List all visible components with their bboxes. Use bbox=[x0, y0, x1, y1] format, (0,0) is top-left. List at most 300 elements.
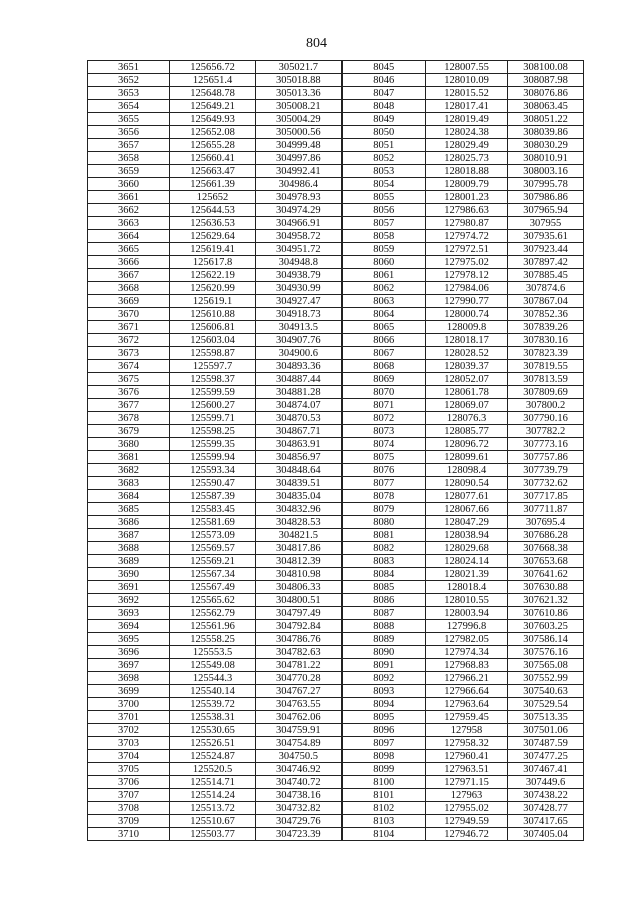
x-right-cell: 128039.37 bbox=[426, 360, 508, 373]
x-right-cell: 128000.74 bbox=[426, 308, 508, 321]
point-number-right-cell: 8104 bbox=[342, 828, 426, 841]
y-right-cell: 307852.36 bbox=[508, 308, 584, 321]
point-number-right-cell: 8098 bbox=[342, 750, 426, 763]
x-right-cell: 127990.77 bbox=[426, 295, 508, 308]
y-right-cell: 307823.39 bbox=[508, 347, 584, 360]
y-right-cell: 308051.22 bbox=[508, 113, 584, 126]
point-number-right-cell: 8070 bbox=[342, 386, 426, 399]
point-number-left-cell: 3704 bbox=[88, 750, 170, 763]
x-left-cell: 125565.62 bbox=[170, 594, 256, 607]
y-right-cell: 307417.65 bbox=[508, 815, 584, 828]
y-right-cell: 307813.59 bbox=[508, 373, 584, 386]
point-number-right-cell: 8066 bbox=[342, 334, 426, 347]
y-left-cell: 304767.27 bbox=[256, 685, 342, 698]
table-row bbox=[88, 750, 584, 763]
point-number-left-cell: 3699 bbox=[88, 685, 170, 698]
table-row bbox=[88, 295, 584, 308]
y-right-cell: 307711.87 bbox=[508, 503, 584, 516]
point-number-left-cell: 3701 bbox=[88, 711, 170, 724]
y-right-cell: 307732.62 bbox=[508, 477, 584, 490]
point-number-right-cell: 8094 bbox=[342, 698, 426, 711]
y-left-cell: 304746.92 bbox=[256, 763, 342, 776]
y-right-cell: 307529.54 bbox=[508, 698, 584, 711]
x-right-cell: 127958 bbox=[426, 724, 508, 737]
table-row bbox=[88, 529, 584, 542]
table-row bbox=[88, 711, 584, 724]
y-left-cell: 304732.82 bbox=[256, 802, 342, 815]
x-left-cell: 125540.14 bbox=[170, 685, 256, 698]
table-row bbox=[88, 672, 584, 685]
x-right-cell: 128067.66 bbox=[426, 503, 508, 516]
x-right-cell: 128076.3 bbox=[426, 412, 508, 425]
point-number-left-cell: 3709 bbox=[88, 815, 170, 828]
y-right-cell: 307405.04 bbox=[508, 828, 584, 841]
point-number-left-cell: 3689 bbox=[88, 555, 170, 568]
point-number-left-cell: 3694 bbox=[88, 620, 170, 633]
x-left-cell: 125651.4 bbox=[170, 74, 256, 87]
point-number-left-cell: 3702 bbox=[88, 724, 170, 737]
x-left-cell: 125581.69 bbox=[170, 516, 256, 529]
x-left-cell: 125558.25 bbox=[170, 633, 256, 646]
table-row bbox=[88, 74, 584, 87]
x-left-cell: 125644.53 bbox=[170, 204, 256, 217]
point-number-right-cell: 8068 bbox=[342, 360, 426, 373]
y-left-cell: 305018.88 bbox=[256, 74, 342, 87]
x-left-cell: 125606.81 bbox=[170, 321, 256, 334]
x-right-cell: 127959.45 bbox=[426, 711, 508, 724]
y-left-cell: 304821.5 bbox=[256, 529, 342, 542]
table-row bbox=[88, 503, 584, 516]
x-left-cell: 125587.39 bbox=[170, 490, 256, 503]
point-number-left-cell: 3707 bbox=[88, 789, 170, 802]
x-right-cell: 128028.52 bbox=[426, 347, 508, 360]
x-left-cell: 125569.57 bbox=[170, 542, 256, 555]
point-number-right-cell: 8075 bbox=[342, 451, 426, 464]
x-right-cell: 128001.23 bbox=[426, 191, 508, 204]
x-left-cell: 125590.47 bbox=[170, 477, 256, 490]
x-right-cell: 127963 bbox=[426, 789, 508, 802]
x-right-cell: 128021.39 bbox=[426, 568, 508, 581]
point-number-left-cell: 3668 bbox=[88, 282, 170, 295]
x-right-cell: 128085.77 bbox=[426, 425, 508, 438]
point-number-right-cell: 8045 bbox=[342, 61, 426, 74]
y-right-cell: 307641.62 bbox=[508, 568, 584, 581]
y-right-cell: 307686.28 bbox=[508, 529, 584, 542]
y-right-cell: 307540.63 bbox=[508, 685, 584, 698]
table-row bbox=[88, 425, 584, 438]
y-right-cell: 307830.16 bbox=[508, 334, 584, 347]
y-left-cell: 304986.4 bbox=[256, 178, 342, 191]
point-number-right-cell: 8097 bbox=[342, 737, 426, 750]
y-left-cell: 304835.04 bbox=[256, 490, 342, 503]
x-right-cell: 128017.41 bbox=[426, 100, 508, 113]
point-number-right-cell: 8069 bbox=[342, 373, 426, 386]
y-right-cell: 307965.94 bbox=[508, 204, 584, 217]
point-number-left-cell: 3658 bbox=[88, 152, 170, 165]
y-left-cell: 304786.76 bbox=[256, 633, 342, 646]
y-right-cell: 307995.78 bbox=[508, 178, 584, 191]
y-left-cell: 304738.16 bbox=[256, 789, 342, 802]
table-row bbox=[88, 438, 584, 451]
point-number-left-cell: 3685 bbox=[88, 503, 170, 516]
y-left-cell: 304754.89 bbox=[256, 737, 342, 750]
x-right-cell: 127963.64 bbox=[426, 698, 508, 711]
y-right-cell: 307428.77 bbox=[508, 802, 584, 815]
x-right-cell: 127963.51 bbox=[426, 763, 508, 776]
point-number-left-cell: 3696 bbox=[88, 646, 170, 659]
x-left-cell: 125569.21 bbox=[170, 555, 256, 568]
y-left-cell: 304951.72 bbox=[256, 243, 342, 256]
table-row bbox=[88, 308, 584, 321]
point-number-right-cell: 8093 bbox=[342, 685, 426, 698]
x-left-cell: 125513.72 bbox=[170, 802, 256, 815]
y-right-cell: 307800.2 bbox=[508, 399, 584, 412]
point-number-left-cell: 3677 bbox=[88, 399, 170, 412]
y-right-cell: 308087.98 bbox=[508, 74, 584, 87]
point-number-left-cell: 3708 bbox=[88, 802, 170, 815]
table-row bbox=[88, 399, 584, 412]
point-number-left-cell: 3687 bbox=[88, 529, 170, 542]
x-left-cell: 125599.59 bbox=[170, 386, 256, 399]
y-right-cell: 307790.16 bbox=[508, 412, 584, 425]
point-number-left-cell: 3705 bbox=[88, 763, 170, 776]
point-number-left-cell: 3695 bbox=[88, 633, 170, 646]
point-number-right-cell: 8084 bbox=[342, 568, 426, 581]
table-row bbox=[88, 542, 584, 555]
table-row bbox=[88, 776, 584, 789]
x-left-cell: 125524.87 bbox=[170, 750, 256, 763]
x-left-cell: 125656.72 bbox=[170, 61, 256, 74]
x-left-cell: 125561.96 bbox=[170, 620, 256, 633]
point-number-left-cell: 3680 bbox=[88, 438, 170, 451]
y-right-cell: 308100.08 bbox=[508, 61, 584, 74]
x-right-cell: 127966.21 bbox=[426, 672, 508, 685]
point-number-right-cell: 8054 bbox=[342, 178, 426, 191]
y-right-cell: 307885.45 bbox=[508, 269, 584, 282]
table-row bbox=[88, 659, 584, 672]
y-right-cell: 307809.69 bbox=[508, 386, 584, 399]
point-number-left-cell: 3672 bbox=[88, 334, 170, 347]
y-left-cell: 304750.5 bbox=[256, 750, 342, 763]
y-right-cell: 307576.16 bbox=[508, 646, 584, 659]
y-left-cell: 304770.28 bbox=[256, 672, 342, 685]
table-row bbox=[88, 555, 584, 568]
y-left-cell: 304797.49 bbox=[256, 607, 342, 620]
x-left-cell: 125617.8 bbox=[170, 256, 256, 269]
point-number-right-cell: 8046 bbox=[342, 74, 426, 87]
table-row bbox=[88, 516, 584, 529]
table-row bbox=[88, 412, 584, 425]
y-left-cell: 305000.56 bbox=[256, 126, 342, 139]
y-right-cell: 307717.85 bbox=[508, 490, 584, 503]
y-left-cell: 304907.76 bbox=[256, 334, 342, 347]
x-right-cell: 128009.8 bbox=[426, 321, 508, 334]
y-left-cell: 304867.71 bbox=[256, 425, 342, 438]
x-right-cell: 127978.12 bbox=[426, 269, 508, 282]
point-number-right-cell: 8064 bbox=[342, 308, 426, 321]
y-left-cell: 304974.29 bbox=[256, 204, 342, 217]
table-row bbox=[88, 815, 584, 828]
x-right-cell: 127975.02 bbox=[426, 256, 508, 269]
x-left-cell: 125603.04 bbox=[170, 334, 256, 347]
point-number-right-cell: 8061 bbox=[342, 269, 426, 282]
y-right-cell: 307819.55 bbox=[508, 360, 584, 373]
y-right-cell: 307565.08 bbox=[508, 659, 584, 672]
x-right-cell: 127968.83 bbox=[426, 659, 508, 672]
point-number-right-cell: 8080 bbox=[342, 516, 426, 529]
y-left-cell: 305004.29 bbox=[256, 113, 342, 126]
y-left-cell: 304948.8 bbox=[256, 256, 342, 269]
point-number-right-cell: 8076 bbox=[342, 464, 426, 477]
point-number-right-cell: 8090 bbox=[342, 646, 426, 659]
x-left-cell: 125655.28 bbox=[170, 139, 256, 152]
table-row bbox=[88, 113, 584, 126]
x-left-cell: 125652 bbox=[170, 191, 256, 204]
x-right-cell: 128007.55 bbox=[426, 61, 508, 74]
table-row bbox=[88, 269, 584, 282]
y-right-cell: 307897.42 bbox=[508, 256, 584, 269]
x-right-cell: 127996.8 bbox=[426, 620, 508, 633]
x-left-cell: 125629.64 bbox=[170, 230, 256, 243]
point-number-left-cell: 3681 bbox=[88, 451, 170, 464]
y-right-cell: 307874.6 bbox=[508, 282, 584, 295]
table-row bbox=[88, 763, 584, 776]
y-right-cell: 307782.2 bbox=[508, 425, 584, 438]
y-left-cell: 304817.86 bbox=[256, 542, 342, 555]
point-number-left-cell: 3683 bbox=[88, 477, 170, 490]
table-row bbox=[88, 646, 584, 659]
y-right-cell: 307552.99 bbox=[508, 672, 584, 685]
x-left-cell: 125510.67 bbox=[170, 815, 256, 828]
table-row bbox=[88, 477, 584, 490]
point-number-left-cell: 3665 bbox=[88, 243, 170, 256]
x-left-cell: 125599.94 bbox=[170, 451, 256, 464]
point-number-right-cell: 8049 bbox=[342, 113, 426, 126]
point-number-right-cell: 8100 bbox=[342, 776, 426, 789]
point-number-left-cell: 3690 bbox=[88, 568, 170, 581]
x-left-cell: 125567.34 bbox=[170, 568, 256, 581]
point-number-left-cell: 3691 bbox=[88, 581, 170, 594]
point-number-right-cell: 8055 bbox=[342, 191, 426, 204]
table-row bbox=[88, 230, 584, 243]
point-number-left-cell: 3660 bbox=[88, 178, 170, 191]
point-number-right-cell: 8047 bbox=[342, 87, 426, 100]
x-right-cell: 127946.72 bbox=[426, 828, 508, 841]
y-left-cell: 304881.28 bbox=[256, 386, 342, 399]
y-left-cell: 304958.72 bbox=[256, 230, 342, 243]
y-left-cell: 304887.44 bbox=[256, 373, 342, 386]
x-right-cell: 128018.17 bbox=[426, 334, 508, 347]
y-right-cell: 308010.91 bbox=[508, 152, 584, 165]
y-left-cell: 304966.91 bbox=[256, 217, 342, 230]
y-right-cell: 307477.25 bbox=[508, 750, 584, 763]
x-right-cell: 128052.07 bbox=[426, 373, 508, 386]
point-number-left-cell: 3678 bbox=[88, 412, 170, 425]
y-left-cell: 304927.47 bbox=[256, 295, 342, 308]
x-left-cell: 125553.5 bbox=[170, 646, 256, 659]
y-left-cell: 304812.39 bbox=[256, 555, 342, 568]
table-row bbox=[88, 191, 584, 204]
x-right-cell: 128025.73 bbox=[426, 152, 508, 165]
x-right-cell: 127958.32 bbox=[426, 737, 508, 750]
point-number-right-cell: 8060 bbox=[342, 256, 426, 269]
x-right-cell: 128099.61 bbox=[426, 451, 508, 464]
x-right-cell: 127966.64 bbox=[426, 685, 508, 698]
point-number-right-cell: 8057 bbox=[342, 217, 426, 230]
y-right-cell: 307630.88 bbox=[508, 581, 584, 594]
y-left-cell: 304848.64 bbox=[256, 464, 342, 477]
table-row bbox=[88, 61, 584, 74]
point-number-right-cell: 8081 bbox=[342, 529, 426, 542]
y-left-cell: 304763.55 bbox=[256, 698, 342, 711]
point-number-left-cell: 3664 bbox=[88, 230, 170, 243]
point-number-right-cell: 8053 bbox=[342, 165, 426, 178]
x-left-cell: 125514.24 bbox=[170, 789, 256, 802]
point-number-left-cell: 3673 bbox=[88, 347, 170, 360]
x-left-cell: 125539.72 bbox=[170, 698, 256, 711]
y-left-cell: 304999.48 bbox=[256, 139, 342, 152]
point-number-left-cell: 3693 bbox=[88, 607, 170, 620]
point-number-right-cell: 8078 bbox=[342, 490, 426, 503]
x-right-cell: 128047.29 bbox=[426, 516, 508, 529]
table-row bbox=[88, 698, 584, 711]
point-number-left-cell: 3682 bbox=[88, 464, 170, 477]
x-right-cell: 128015.52 bbox=[426, 87, 508, 100]
point-number-left-cell: 3661 bbox=[88, 191, 170, 204]
point-number-right-cell: 8050 bbox=[342, 126, 426, 139]
x-right-cell: 128029.68 bbox=[426, 542, 508, 555]
point-number-right-cell: 8077 bbox=[342, 477, 426, 490]
x-left-cell: 125520.5 bbox=[170, 763, 256, 776]
y-right-cell: 307668.38 bbox=[508, 542, 584, 555]
point-number-right-cell: 8083 bbox=[342, 555, 426, 568]
point-number-left-cell: 3670 bbox=[88, 308, 170, 321]
point-number-left-cell: 3671 bbox=[88, 321, 170, 334]
y-right-cell: 307757.86 bbox=[508, 451, 584, 464]
x-right-cell: 128077.61 bbox=[426, 490, 508, 503]
x-right-cell: 127974.34 bbox=[426, 646, 508, 659]
x-right-cell: 128019.49 bbox=[426, 113, 508, 126]
x-right-cell: 127955.02 bbox=[426, 802, 508, 815]
y-left-cell: 304782.63 bbox=[256, 646, 342, 659]
point-number-right-cell: 8092 bbox=[342, 672, 426, 685]
table-row bbox=[88, 490, 584, 503]
table-row bbox=[88, 802, 584, 815]
point-number-right-cell: 8087 bbox=[342, 607, 426, 620]
x-left-cell: 125663.47 bbox=[170, 165, 256, 178]
point-number-right-cell: 8082 bbox=[342, 542, 426, 555]
table-row bbox=[88, 217, 584, 230]
point-number-left-cell: 3679 bbox=[88, 425, 170, 438]
x-right-cell: 128061.78 bbox=[426, 386, 508, 399]
y-right-cell: 307695.4 bbox=[508, 516, 584, 529]
y-left-cell: 304832.96 bbox=[256, 503, 342, 516]
y-right-cell: 307438.22 bbox=[508, 789, 584, 802]
y-left-cell: 304828.53 bbox=[256, 516, 342, 529]
x-right-cell: 128024.14 bbox=[426, 555, 508, 568]
point-number-right-cell: 8071 bbox=[342, 399, 426, 412]
table-row bbox=[88, 282, 584, 295]
point-number-right-cell: 8065 bbox=[342, 321, 426, 334]
x-left-cell: 125661.39 bbox=[170, 178, 256, 191]
point-number-right-cell: 8063 bbox=[342, 295, 426, 308]
x-left-cell: 125573.09 bbox=[170, 529, 256, 542]
x-right-cell: 128096.72 bbox=[426, 438, 508, 451]
point-number-left-cell: 3688 bbox=[88, 542, 170, 555]
point-number-right-cell: 8096 bbox=[342, 724, 426, 737]
x-left-cell: 125599.35 bbox=[170, 438, 256, 451]
point-number-left-cell: 3659 bbox=[88, 165, 170, 178]
x-left-cell: 125652.08 bbox=[170, 126, 256, 139]
y-right-cell: 307467.41 bbox=[508, 763, 584, 776]
x-right-cell: 127986.63 bbox=[426, 204, 508, 217]
y-left-cell: 304810.98 bbox=[256, 568, 342, 581]
table-row bbox=[88, 464, 584, 477]
point-number-left-cell: 3692 bbox=[88, 594, 170, 607]
table-row bbox=[88, 607, 584, 620]
y-left-cell: 304723.39 bbox=[256, 828, 342, 841]
y-right-cell: 307653.68 bbox=[508, 555, 584, 568]
table-row bbox=[88, 568, 584, 581]
point-number-right-cell: 8051 bbox=[342, 139, 426, 152]
y-right-cell: 307739.79 bbox=[508, 464, 584, 477]
x-left-cell: 125598.37 bbox=[170, 373, 256, 386]
x-left-cell: 125514.71 bbox=[170, 776, 256, 789]
y-left-cell: 304800.51 bbox=[256, 594, 342, 607]
x-right-cell: 128098.4 bbox=[426, 464, 508, 477]
x-right-cell: 127984.06 bbox=[426, 282, 508, 295]
table-row bbox=[88, 321, 584, 334]
y-right-cell: 307839.26 bbox=[508, 321, 584, 334]
point-number-left-cell: 3654 bbox=[88, 100, 170, 113]
point-number-right-cell: 8086 bbox=[342, 594, 426, 607]
point-number-right-cell: 8085 bbox=[342, 581, 426, 594]
point-number-right-cell: 8088 bbox=[342, 620, 426, 633]
table-row bbox=[88, 152, 584, 165]
y-left-cell: 305021.7 bbox=[256, 61, 342, 74]
table-row bbox=[88, 620, 584, 633]
point-number-left-cell: 3651 bbox=[88, 61, 170, 74]
y-right-cell: 307513.35 bbox=[508, 711, 584, 724]
table-row bbox=[88, 126, 584, 139]
y-left-cell: 304870.53 bbox=[256, 412, 342, 425]
y-right-cell: 308076.86 bbox=[508, 87, 584, 100]
y-left-cell: 305008.21 bbox=[256, 100, 342, 113]
x-left-cell: 125619.1 bbox=[170, 295, 256, 308]
point-number-left-cell: 3669 bbox=[88, 295, 170, 308]
point-number-right-cell: 8048 bbox=[342, 100, 426, 113]
point-number-left-cell: 3662 bbox=[88, 204, 170, 217]
point-number-right-cell: 8059 bbox=[342, 243, 426, 256]
y-right-cell: 307867.04 bbox=[508, 295, 584, 308]
point-number-left-cell: 3674 bbox=[88, 360, 170, 373]
y-left-cell: 304856.97 bbox=[256, 451, 342, 464]
table-row bbox=[88, 334, 584, 347]
x-left-cell: 125619.41 bbox=[170, 243, 256, 256]
table-row bbox=[88, 451, 584, 464]
y-left-cell: 304978.93 bbox=[256, 191, 342, 204]
y-left-cell: 304792.84 bbox=[256, 620, 342, 633]
point-number-right-cell: 8101 bbox=[342, 789, 426, 802]
x-right-cell: 128009.79 bbox=[426, 178, 508, 191]
x-left-cell: 125503.77 bbox=[170, 828, 256, 841]
x-right-cell: 127974.72 bbox=[426, 230, 508, 243]
x-left-cell: 125600.27 bbox=[170, 399, 256, 412]
point-number-left-cell: 3710 bbox=[88, 828, 170, 841]
y-left-cell: 304863.91 bbox=[256, 438, 342, 451]
point-number-left-cell: 3653 bbox=[88, 87, 170, 100]
point-number-left-cell: 3655 bbox=[88, 113, 170, 126]
